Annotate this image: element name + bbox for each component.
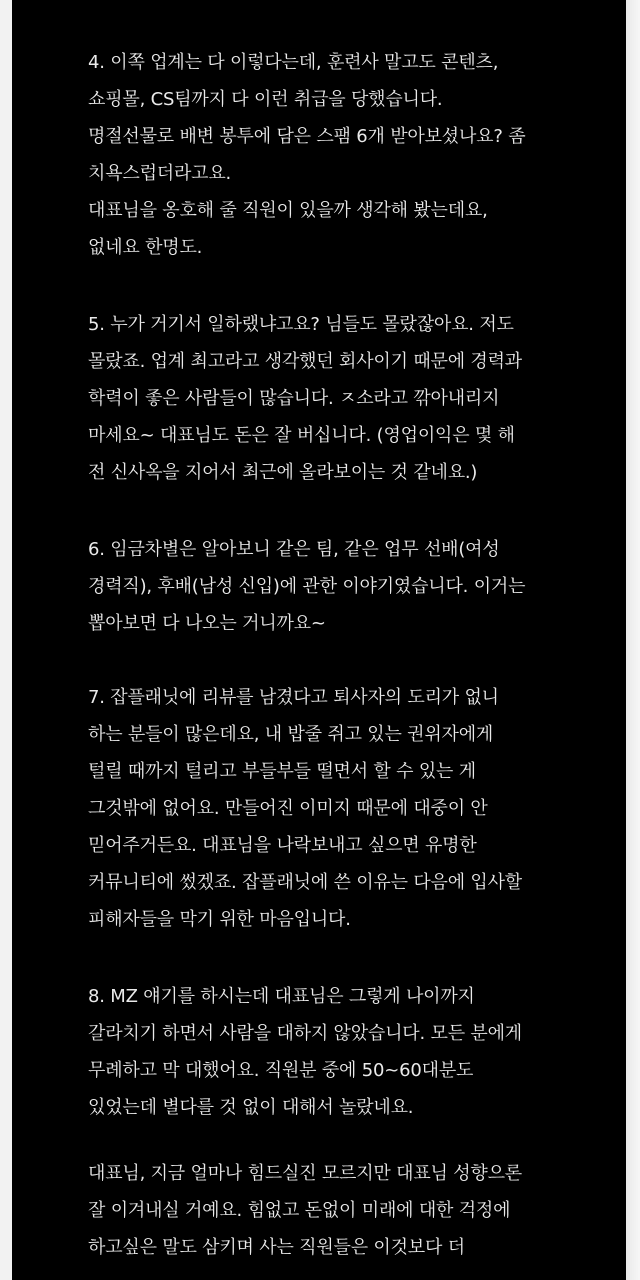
paragraph-5 [88, 306, 608, 491]
text-line: 전 신사옥을 지어서 최근에 올라보이는 것 같네요.) [88, 462, 478, 483]
text-line: 몰랐죠. 업계 최고라고 생각했던 회사이기 때문에 경력과 [88, 351, 522, 372]
paragraph-6 [88, 531, 608, 642]
text-line: 커뮤니티에 썼겠죠. 잡플래닛에 쓴 이유는 다음에 입사할 [88, 872, 522, 893]
text-line: 하고싶은 말도 삼키며 사는 직원들은 이것보다 더 [88, 1237, 465, 1258]
text-line: 있었는데 별다를 것 없이 대해서 놀랐네요. [88, 1097, 414, 1118]
text-line: 5. 누가 거기서 일하랬냐고요? 님들도 몰랐잖아요. 저도 [88, 314, 514, 335]
text-line: 치욕스럽더라고요. [88, 163, 232, 184]
text-line: 4. 이쪽 업계는 다 이렇다는데, 훈련사 말고도 콘텐츠, [88, 52, 499, 73]
closing-paragraph [88, 1155, 608, 1266]
text-line: 그것밖에 없어요. 만들어진 이미지 때문에 대중이 안 [88, 798, 488, 819]
text-line: 갈라치기 하면서 사람을 대하지 않았습니다. 모든 분에게 [88, 1023, 522, 1044]
text-line: 8. MZ 얘기를 하시는데 대표님은 그렇게 나이까지 [88, 986, 475, 1007]
page-edge [626, 0, 640, 1280]
text-line: 대표님, 지금 얼마나 힘드실진 모르지만 대표님 성향으론 [88, 1163, 522, 1184]
text-line: 잘 이겨내실 거예요. 힘없고 돈없이 미래에 대한 걱정에 [88, 1200, 511, 1221]
text-line: 무례하고 막 대했어요. 직원분 중에 50~60대분도 [88, 1060, 474, 1081]
text-line: 믿어주거든요. 대표님을 나락보내고 싶으면 유명한 [88, 835, 477, 856]
text-line: 피해자들을 막기 위한 마음입니다. [88, 909, 351, 930]
text-line: 7. 잡플래닛에 리뷰를 남겼다고 퇴사자의 도리가 없니 [88, 687, 499, 708]
text-line: 없네요 한명도. [88, 237, 203, 258]
text-line: 학력이 좋은 사람들이 많습니다. ㅈ소라고 깎아내리지 [88, 388, 500, 409]
text-line: 뽑아보면 다 나오는 거니까요~ [88, 613, 326, 634]
text-line: 대표님을 옹호해 줄 직원이 있을까 생각해 봤는데요, [88, 200, 488, 221]
text-line: 쇼핑몰, CS팀까지 다 이런 취급을 당했습니다. [88, 89, 443, 110]
text-line: 하는 분들이 많은데요, 내 밥줄 쥐고 있는 권위자에게 [88, 724, 494, 745]
paragraph-7 [88, 679, 608, 938]
text-line: 6. 임금차별은 알아보니 같은 팀, 같은 업무 선배(여성 [88, 539, 500, 560]
text-line: 털릴 때까지 털리고 부들부들 떨면서 할 수 있는 게 [88, 761, 476, 782]
text-line: 마세요~ 대표님도 돈은 잘 버십니다. (영업이익은 몇 해 [88, 425, 515, 446]
post-body [12, 0, 626, 1280]
paragraph-8 [88, 978, 608, 1126]
paragraph-4 [88, 44, 608, 266]
text-line: 명절선물로 배변 봉투에 담은 스팸 6개 받아보셨나요? 좀 [88, 126, 526, 147]
text-line: 경력직), 후배(남성 신입)에 관한 이야기였습니다. 이거는 [88, 576, 526, 597]
